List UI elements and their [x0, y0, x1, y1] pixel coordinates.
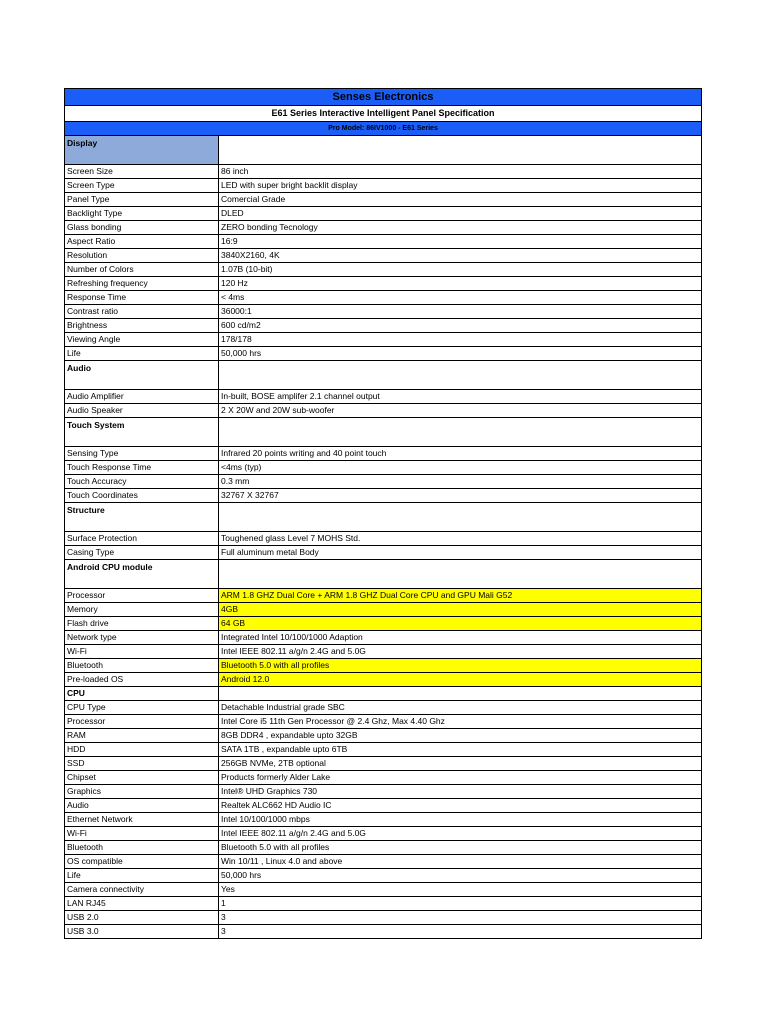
spec-row	[65, 785, 701, 799]
spec-value: Bluetooth 5.0 with all profiles	[219, 659, 701, 672]
spec-label: Panel Type	[65, 193, 219, 206]
spec-label: Chipset	[65, 771, 219, 784]
spec-value: 1	[221, 898, 226, 908]
spec-label: Pre-loaded OS	[65, 673, 219, 686]
spec-row	[65, 489, 701, 503]
spec-label: Glass bonding	[65, 221, 219, 234]
spec-row	[65, 869, 701, 883]
spec-value: Intel® UHD Graphics 730	[221, 786, 318, 796]
section-header-android-cpu-module	[65, 560, 701, 589]
spec-row	[65, 390, 701, 404]
spec-label: SSD	[65, 757, 219, 770]
section-header-structure	[65, 503, 701, 532]
section-value-empty	[219, 687, 701, 700]
spec-value: < 4ms	[221, 292, 245, 302]
spec-row	[65, 883, 701, 897]
spec-label: Network type	[65, 631, 219, 644]
spec-label: CPU Type	[65, 701, 219, 714]
spec-row	[65, 291, 701, 305]
spec-row	[65, 757, 701, 771]
spec-row	[65, 729, 701, 743]
spec-row	[65, 827, 701, 841]
spec-value: Integrated Intel 10/100/1000 Adaption	[221, 632, 363, 642]
section-value-empty	[219, 136, 701, 164]
spec-label: Refreshing frequency	[65, 277, 219, 290]
spec-row	[65, 319, 701, 333]
spec-row	[65, 911, 701, 925]
spec-value: Win 10/11 , Linux 4.0 and above	[221, 856, 343, 866]
section-value-empty	[219, 418, 701, 446]
spec-value: 3840X2160, 4K	[221, 250, 280, 260]
spec-row	[65, 897, 701, 911]
spec-label: Bluetooth	[65, 659, 219, 672]
spec-label: Ethernet Network	[65, 813, 219, 826]
spec-label: Surface Protection	[65, 532, 219, 545]
spec-label: Brightness	[65, 319, 219, 332]
spec-value: <4ms (typ)	[221, 462, 262, 472]
spec-value: 50,000 hrs	[221, 870, 262, 880]
spec-label: Life	[65, 347, 219, 360]
spec-row	[65, 475, 701, 489]
spec-row	[65, 235, 701, 249]
spec-row	[65, 855, 701, 869]
spec-value: Detachable Industrial grade SBC	[221, 702, 345, 712]
spec-value: Toughened glass Level 7 MOHS Std.	[221, 533, 361, 543]
spec-row	[65, 925, 701, 939]
spec-value: 86 inch	[221, 166, 249, 176]
section-header-audio	[65, 361, 701, 390]
spec-rows	[65, 136, 701, 939]
spec-row	[65, 589, 701, 603]
spec-label: Camera connectivity	[65, 883, 219, 896]
spec-label: Processor	[65, 715, 219, 728]
spec-row	[65, 603, 701, 617]
spec-value: 3	[221, 912, 226, 922]
spec-row	[65, 659, 701, 673]
spec-value: In-built, BOSE amplifer 2.1 channel output	[221, 391, 380, 401]
spec-label: Audio Amplifier	[65, 390, 219, 403]
spec-value: ZERO bonding Tecnology	[221, 222, 318, 232]
spec-value: ARM 1.8 GHZ Dual Core + ARM 1.8 GHZ Dual Core CPU and GPU Mali G52	[219, 589, 701, 602]
spec-row	[65, 277, 701, 291]
spec-label: Number of Colors	[65, 263, 219, 276]
spec-value: 8GB DDR4 , expandable upto 32GB	[221, 730, 358, 740]
spec-value: 64 GB	[219, 617, 701, 630]
spec-value: 16:9	[221, 236, 238, 246]
spec-value: 4GB	[219, 603, 701, 616]
spec-label: Bluetooth	[65, 841, 219, 854]
spec-row	[65, 207, 701, 221]
spec-label: Touch Coordinates	[65, 489, 219, 502]
section-title: Audio	[65, 361, 219, 389]
spec-label: Aspect Ratio	[65, 235, 219, 248]
spec-value: 2 X 20W and 20W sub-woofer	[221, 405, 335, 415]
section-title: CPU	[65, 687, 219, 700]
spec-value: 32767 X 32767	[221, 490, 279, 500]
spec-label: Resolution	[65, 249, 219, 262]
spec-row	[65, 715, 701, 729]
spec-label: Wi-Fi	[65, 645, 219, 658]
spec-row	[65, 743, 701, 757]
spec-row	[65, 546, 701, 560]
spec-label: OS compatible	[65, 855, 219, 868]
spec-row	[65, 701, 701, 715]
spec-row	[65, 193, 701, 207]
spec-row	[65, 333, 701, 347]
spec-value: 3	[221, 926, 226, 936]
spec-label: Contrast ratio	[65, 305, 219, 318]
spec-label: Viewing Angle	[65, 333, 219, 346]
spec-value: 178/178	[221, 334, 252, 344]
spec-label: Touch Accuracy	[65, 475, 219, 488]
section-value-empty	[219, 560, 701, 588]
spec-label: LAN RJ45	[65, 897, 219, 910]
spec-value: 1.07B (10-bit)	[221, 264, 273, 274]
spec-label: HDD	[65, 743, 219, 756]
spec-row	[65, 263, 701, 277]
spec-label: Wi-Fi	[65, 827, 219, 840]
spec-row	[65, 305, 701, 319]
section-title: Android CPU module	[65, 560, 219, 588]
spec-label: RAM	[65, 729, 219, 742]
spec-value: Realtek ALC662 HD Audio IC	[221, 800, 332, 810]
spec-value: Comercial Grade	[221, 194, 286, 204]
spec-label: Sensing Type	[65, 447, 219, 460]
spec-row	[65, 165, 701, 179]
model-line: Pro Model: 86IV1000 - E61 Series	[65, 122, 701, 136]
spec-label: Flash drive	[65, 617, 219, 630]
section-title: Touch System	[65, 418, 219, 446]
spec-value: 0.3 mm	[221, 476, 250, 486]
spec-value: LED with super bright backlit display	[221, 180, 358, 190]
section-title: Structure	[65, 503, 219, 531]
spec-label: Graphics	[65, 785, 219, 798]
spec-label: Response Time	[65, 291, 219, 304]
spec-row	[65, 532, 701, 546]
spec-row	[65, 249, 701, 263]
spec-label: Screen Type	[65, 179, 219, 192]
spec-row	[65, 404, 701, 418]
spec-label: Touch Response Time	[65, 461, 219, 474]
spec-value: Yes	[221, 884, 235, 894]
spec-value: 120 Hz	[221, 278, 248, 288]
spec-value: Products formerly Alder Lake	[221, 772, 331, 782]
sheet-title: E61 Series Interactive Intelligent Panel Specification	[65, 106, 701, 122]
spec-label: Screen Size	[65, 165, 219, 178]
spec-value: 256GB NVMe, 2TB optional	[221, 758, 326, 768]
spec-label: USB 2.0	[65, 911, 219, 924]
spec-row	[65, 771, 701, 785]
section-header-cpu	[65, 687, 701, 701]
spec-row	[65, 631, 701, 645]
section-value-empty	[219, 503, 701, 531]
spec-row	[65, 799, 701, 813]
spec-label: Audio	[65, 799, 219, 812]
spec-label: USB 3.0	[65, 925, 219, 938]
spec-row	[65, 813, 701, 827]
section-header-touch-system	[65, 418, 701, 447]
spec-label: Processor	[65, 589, 219, 602]
spec-value: SATA 1TB , expandable upto 6TB	[221, 744, 348, 754]
spec-row	[65, 221, 701, 235]
spec-label: Casing Type	[65, 546, 219, 559]
spec-label: Audio Speaker	[65, 404, 219, 417]
spec-row	[65, 617, 701, 631]
spec-row	[65, 447, 701, 461]
section-value-empty	[219, 361, 701, 389]
spec-row	[65, 841, 701, 855]
spec-value: 50,000 hrs	[221, 348, 262, 358]
spec-value: Intel Core i5 11th Gen Processor @ 2.4 Ghz, Max 4.40 Ghz	[221, 716, 445, 726]
spec-value: Android 12.0	[219, 673, 701, 686]
section-header-display	[65, 136, 701, 165]
spec-row	[65, 347, 701, 361]
spec-label: Life	[65, 869, 219, 882]
spec-value: Full aluminum metal Body	[221, 547, 319, 557]
company-title: Senses Electronics	[65, 89, 701, 106]
spec-value: Intel 10/100/1000 mbps	[221, 814, 310, 824]
spec-value: 36000:1	[221, 306, 252, 316]
section-title: Display	[65, 136, 219, 164]
spec-value: 600 cd/m2	[221, 320, 261, 330]
spec-value: DLED	[221, 208, 244, 218]
spec-label: Backlight Type	[65, 207, 219, 220]
spec-row	[65, 179, 701, 193]
spec-row	[65, 673, 701, 687]
spec-label: Memory	[65, 603, 219, 616]
spec-sheet	[64, 88, 702, 939]
spec-value: Infrared 20 points writing and 40 point touch	[221, 448, 387, 458]
spec-value: Intel IEEE 802.11 a/g/n 2.4G and 5.0G	[221, 828, 366, 838]
spec-row	[65, 461, 701, 475]
spec-value: Bluetooth 5.0 with all profiles	[221, 842, 330, 852]
spec-value: Intel IEEE 802.11 a/g/n 2.4G and 5.0G	[221, 646, 366, 656]
spec-row	[65, 645, 701, 659]
